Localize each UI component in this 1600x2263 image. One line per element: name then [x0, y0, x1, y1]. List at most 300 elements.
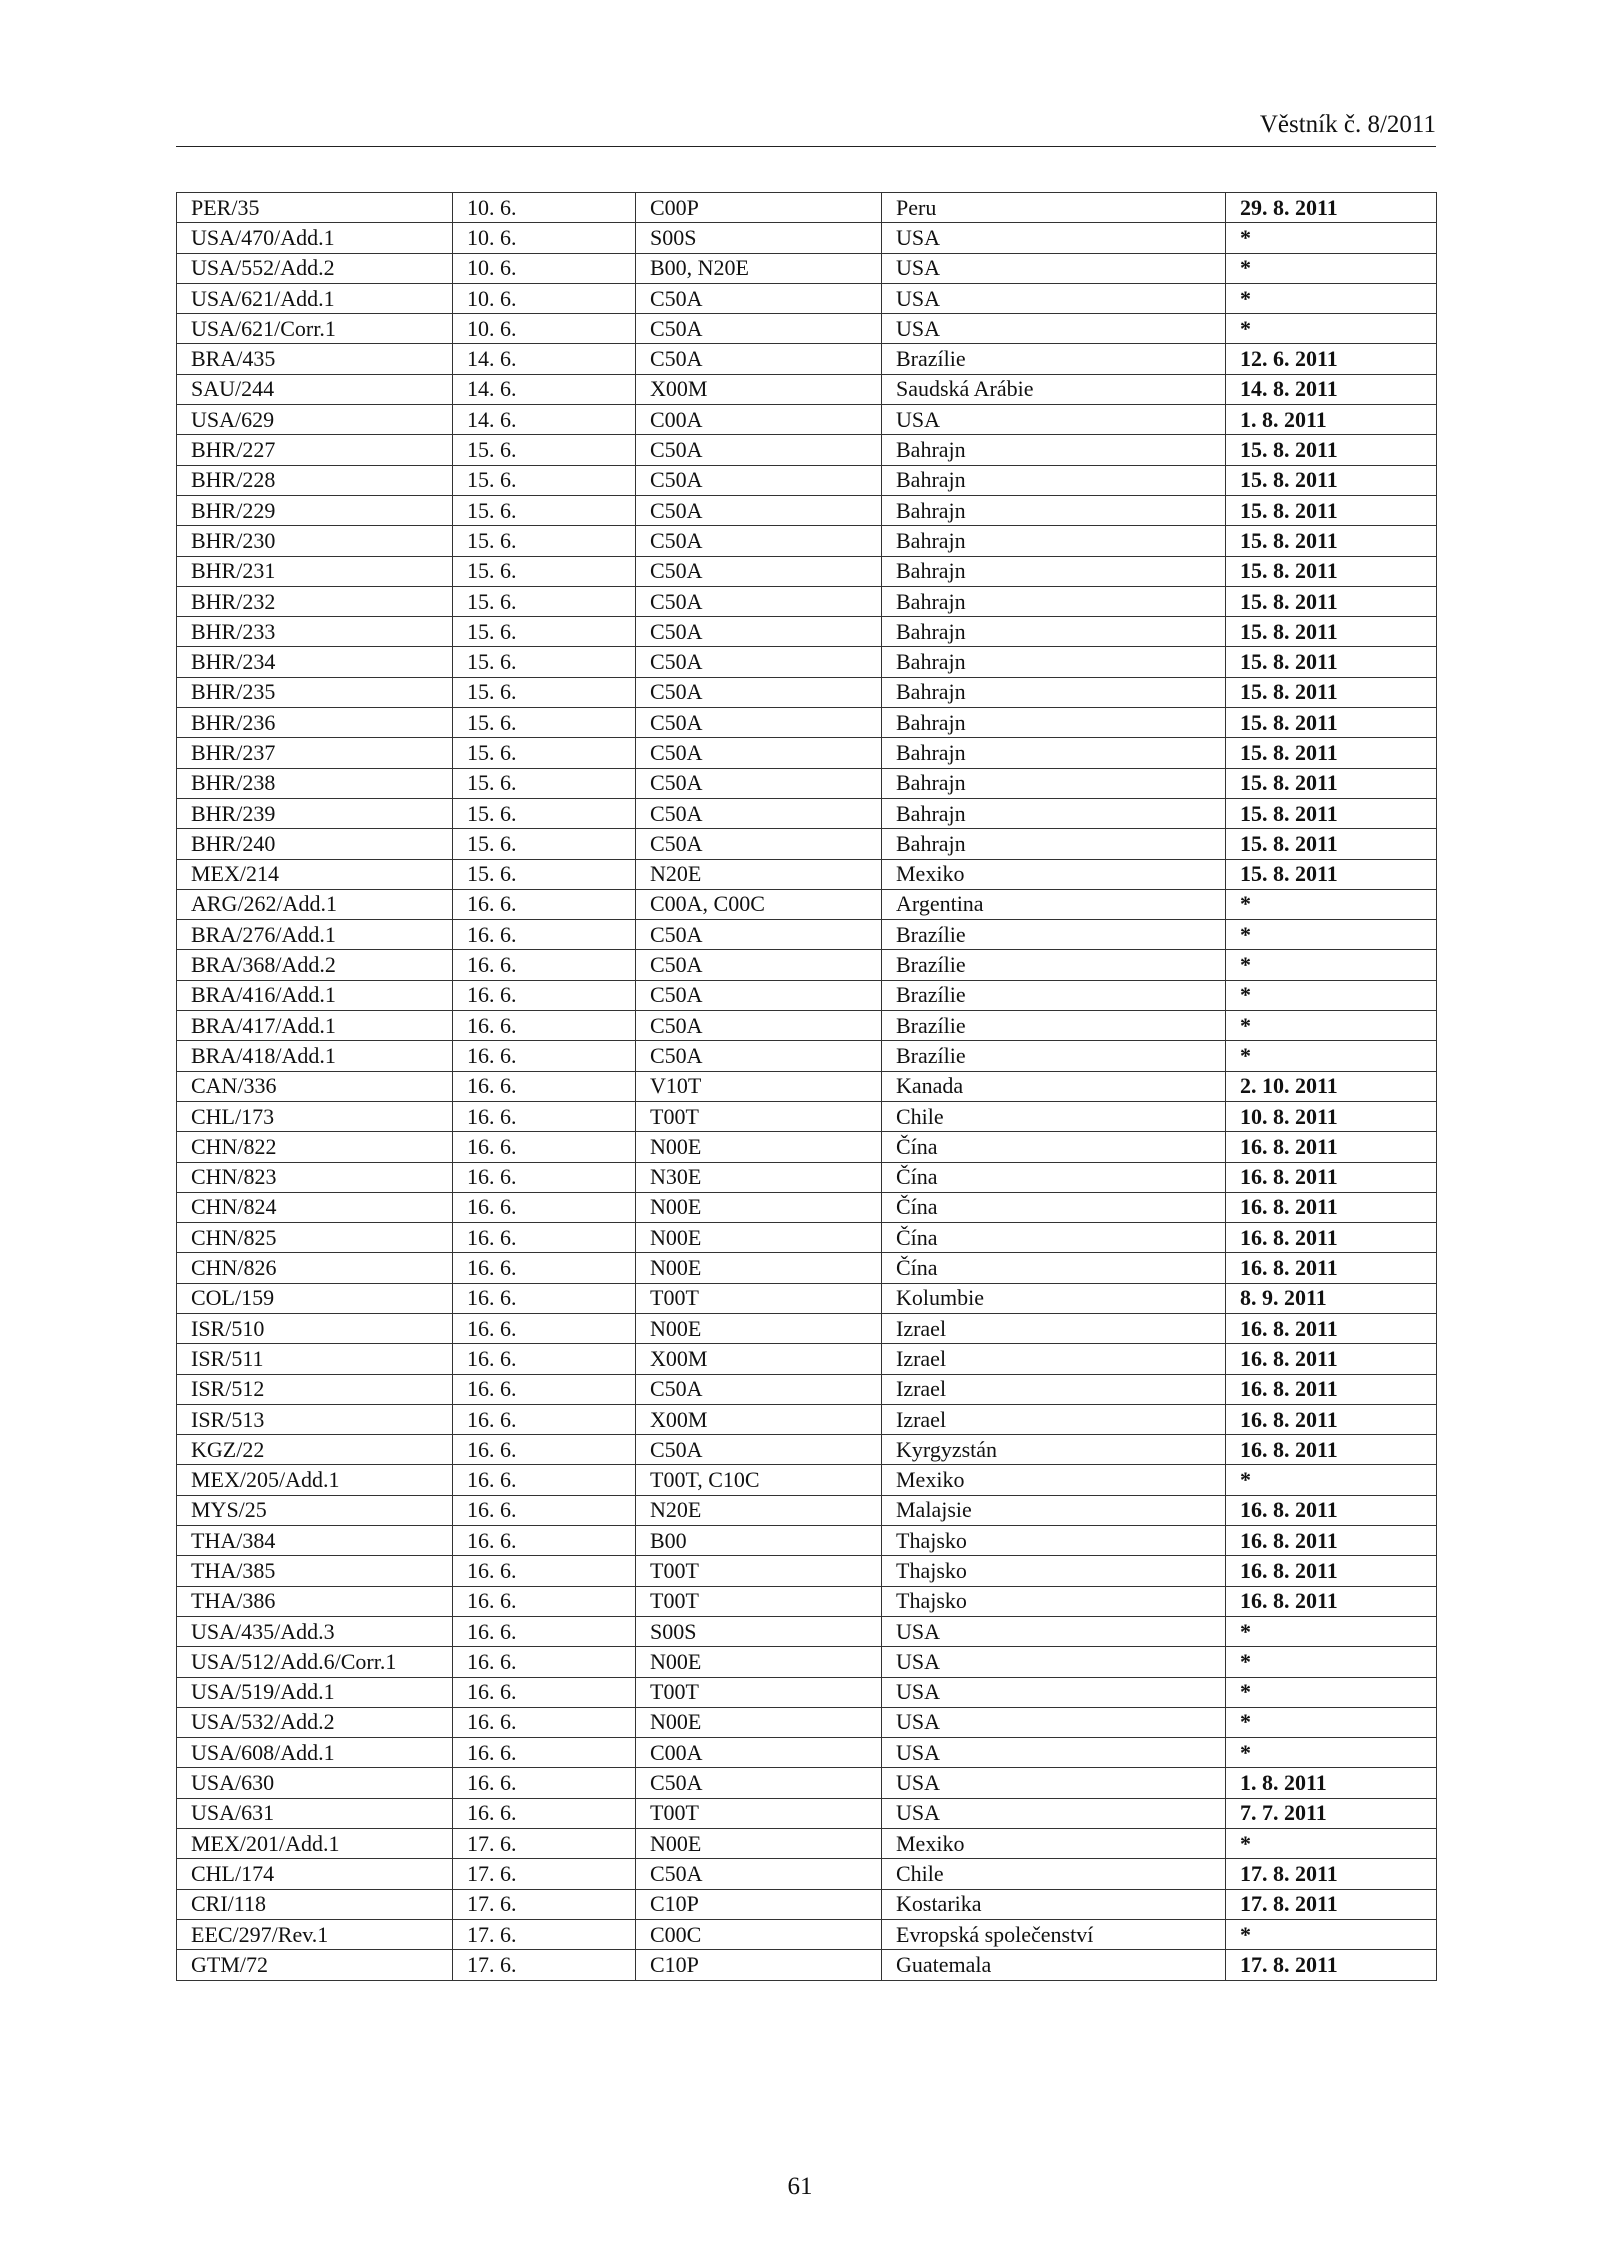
table-row: [177, 1011, 1437, 1041]
country-cell: Guatemala: [882, 1950, 1226, 1980]
deadline-cell: 15. 8. 2011: [1226, 495, 1437, 525]
document-code-cell: BHR/233: [177, 617, 453, 647]
ics-code-cell: C50A: [636, 314, 882, 344]
country-cell: Čína: [882, 1192, 1226, 1222]
notification-date-cell: 16. 6.: [453, 1071, 636, 1101]
document-code-cell: USA/621/Add.1: [177, 283, 453, 313]
ics-code-cell: C50A: [636, 435, 882, 465]
table-row: [177, 374, 1437, 404]
document-code-cell: BRA/276/Add.1: [177, 920, 453, 950]
document-code-cell: BHR/231: [177, 556, 453, 586]
ics-code-cell: N00E: [636, 1223, 882, 1253]
document-code-cell: MEX/214: [177, 859, 453, 889]
deadline-cell: 16. 8. 2011: [1226, 1556, 1437, 1586]
ics-code-cell: C50A: [636, 1768, 882, 1798]
table-row: [177, 1404, 1437, 1434]
country-cell: USA: [882, 1768, 1226, 1798]
table-row: [177, 556, 1437, 586]
country-cell: USA: [882, 283, 1226, 313]
notification-date-cell: 15. 6.: [453, 465, 636, 495]
country-cell: USA: [882, 405, 1226, 435]
country-cell: Mexiko: [882, 1829, 1226, 1859]
notification-date-cell: 16. 6.: [453, 1707, 636, 1737]
ics-code-cell: N20E: [636, 859, 882, 889]
notification-date-cell: 16. 6.: [453, 1495, 636, 1525]
deadline-cell: 2. 10. 2011: [1226, 1071, 1437, 1101]
country-cell: Chile: [882, 1101, 1226, 1131]
deadline-cell: 15. 8. 2011: [1226, 465, 1437, 495]
document-code-cell: THA/385: [177, 1556, 453, 1586]
country-cell: Bahrajn: [882, 435, 1226, 465]
ics-code-cell: C50A: [636, 647, 882, 677]
country-cell: Bahrajn: [882, 495, 1226, 525]
notification-date-cell: 14. 6.: [453, 344, 636, 374]
ics-code-cell: C50A: [636, 950, 882, 980]
deadline-cell: 1. 8. 2011: [1226, 1768, 1437, 1798]
deadline-cell: 16. 8. 2011: [1226, 1526, 1437, 1556]
deadline-cell: 7. 7. 2011: [1226, 1798, 1437, 1828]
table-row: [177, 738, 1437, 768]
ics-code-cell: C00A: [636, 1738, 882, 1768]
ics-code-cell: C00C: [636, 1919, 882, 1949]
ics-code-cell: C50A: [636, 586, 882, 616]
notification-date-cell: 15. 6.: [453, 435, 636, 465]
deadline-cell: 15. 8. 2011: [1226, 647, 1437, 677]
deadline-cell: *: [1226, 1465, 1437, 1495]
ics-code-cell: T00T: [636, 1677, 882, 1707]
document-code-cell: USA/532/Add.2: [177, 1707, 453, 1737]
table-row: [177, 495, 1437, 525]
notification-date-cell: 16. 6.: [453, 1192, 636, 1222]
notification-date-cell: 14. 6.: [453, 405, 636, 435]
notification-date-cell: 10. 6.: [453, 253, 636, 283]
country-cell: USA: [882, 1707, 1226, 1737]
country-cell: Bahrajn: [882, 829, 1226, 859]
page-number: 61: [787, 2173, 813, 2200]
deadline-cell: 10. 8. 2011: [1226, 1101, 1437, 1131]
table-row: [177, 193, 1437, 223]
ics-code-cell: C50A: [636, 738, 882, 768]
notification-date-cell: 16. 6.: [453, 920, 636, 950]
document-code-cell: BHR/235: [177, 677, 453, 707]
table-row: [177, 677, 1437, 707]
document-code-cell: BHR/239: [177, 798, 453, 828]
ics-code-cell: S00S: [636, 223, 882, 253]
notification-date-cell: 16. 6.: [453, 1768, 636, 1798]
country-cell: USA: [882, 1677, 1226, 1707]
ics-code-cell: C50A: [636, 495, 882, 525]
notification-date-cell: 10. 6.: [453, 314, 636, 344]
deadline-cell: 15. 8. 2011: [1226, 708, 1437, 738]
country-cell: USA: [882, 1798, 1226, 1828]
ics-code-cell: C10P: [636, 1889, 882, 1919]
ics-code-cell: N30E: [636, 1162, 882, 1192]
deadline-cell: 17. 8. 2011: [1226, 1859, 1437, 1889]
table-row: [177, 1313, 1437, 1343]
ics-code-cell: C50A: [636, 920, 882, 950]
table-row: [177, 314, 1437, 344]
deadline-cell: 15. 8. 2011: [1226, 859, 1437, 889]
table-row: [177, 465, 1437, 495]
document-code-cell: BHR/232: [177, 586, 453, 616]
country-cell: Bahrajn: [882, 798, 1226, 828]
country-cell: Bahrajn: [882, 556, 1226, 586]
deadline-cell: *: [1226, 1616, 1437, 1646]
deadline-cell: 15. 8. 2011: [1226, 798, 1437, 828]
deadline-cell: 16. 8. 2011: [1226, 1495, 1437, 1525]
table-row: [177, 889, 1437, 919]
notification-date-cell: 16. 6.: [453, 1011, 636, 1041]
country-cell: Thajsko: [882, 1556, 1226, 1586]
table-row: [177, 253, 1437, 283]
country-cell: Bahrajn: [882, 647, 1226, 677]
document-code-cell: EEC/297/Rev.1: [177, 1919, 453, 1949]
document-code-cell: BHR/230: [177, 526, 453, 556]
document-code-cell: CHN/822: [177, 1132, 453, 1162]
table-row: [177, 1041, 1437, 1071]
ics-code-cell: C50A: [636, 708, 882, 738]
document-code-cell: ISR/512: [177, 1374, 453, 1404]
document-code-cell: BRA/418/Add.1: [177, 1041, 453, 1071]
document-code-cell: CHN/825: [177, 1223, 453, 1253]
document-code-cell: PER/35: [177, 193, 453, 223]
document-code-cell: USA/608/Add.1: [177, 1738, 453, 1768]
document-code-cell: ISR/513: [177, 1404, 453, 1434]
table-row: [177, 708, 1437, 738]
table-row: [177, 526, 1437, 556]
deadline-cell: 16. 8. 2011: [1226, 1404, 1437, 1434]
document-code-cell: BHR/228: [177, 465, 453, 495]
ics-code-cell: T00T: [636, 1586, 882, 1616]
document-code-cell: CHN/824: [177, 1192, 453, 1222]
notification-date-cell: 16. 6.: [453, 1586, 636, 1616]
table-row: [177, 1162, 1437, 1192]
table-row: [177, 435, 1437, 465]
notification-date-cell: 16. 6.: [453, 1041, 636, 1071]
table-row: [177, 1677, 1437, 1707]
document-code-cell: USA/470/Add.1: [177, 223, 453, 253]
deadline-cell: 15. 8. 2011: [1226, 526, 1437, 556]
notification-date-cell: 16. 6.: [453, 1404, 636, 1434]
notification-date-cell: 16. 6.: [453, 1162, 636, 1192]
document-code-cell: CHN/823: [177, 1162, 453, 1192]
country-cell: Bahrajn: [882, 526, 1226, 556]
ics-code-cell: C50A: [636, 677, 882, 707]
notification-date-cell: 17. 6.: [453, 1950, 636, 1980]
table-row: [177, 1556, 1437, 1586]
ics-code-cell: N00E: [636, 1647, 882, 1677]
deadline-cell: *: [1226, 1011, 1437, 1041]
document-code-cell: USA/630: [177, 1768, 453, 1798]
table-row: [177, 980, 1437, 1010]
table-row: [177, 1647, 1437, 1677]
ics-code-cell: N00E: [636, 1192, 882, 1222]
country-cell: Čína: [882, 1132, 1226, 1162]
ics-code-cell: N00E: [636, 1707, 882, 1737]
ics-code-cell: C50A: [636, 465, 882, 495]
deadline-cell: 15. 8. 2011: [1226, 829, 1437, 859]
table-row: [177, 405, 1437, 435]
notification-date-cell: 16. 6.: [453, 1798, 636, 1828]
notification-date-cell: 15. 6.: [453, 738, 636, 768]
ics-code-cell: C50A: [636, 829, 882, 859]
country-cell: Bahrajn: [882, 677, 1226, 707]
deadline-cell: *: [1226, 1041, 1437, 1071]
table-row: [177, 1950, 1437, 1980]
ics-code-cell: B00: [636, 1526, 882, 1556]
ics-code-cell: C50A: [636, 1435, 882, 1465]
ics-code-cell: S00S: [636, 1616, 882, 1646]
country-cell: Thajsko: [882, 1586, 1226, 1616]
document-code-cell: USA/512/Add.6/Corr.1: [177, 1647, 453, 1677]
country-cell: Čína: [882, 1162, 1226, 1192]
ics-code-cell: C50A: [636, 1041, 882, 1071]
table-row: [177, 829, 1437, 859]
deadline-cell: *: [1226, 1738, 1437, 1768]
ics-code-cell: N20E: [636, 1495, 882, 1525]
country-cell: Brazílie: [882, 1041, 1226, 1071]
deadline-cell: *: [1226, 314, 1437, 344]
ics-code-cell: V10T: [636, 1071, 882, 1101]
document-code-cell: BRA/417/Add.1: [177, 1011, 453, 1041]
notification-date-cell: 17. 6.: [453, 1919, 636, 1949]
ics-code-cell: N00E: [636, 1829, 882, 1859]
document-code-cell: CHL/173: [177, 1101, 453, 1131]
table-row: [177, 950, 1437, 980]
ics-code-cell: C50A: [636, 283, 882, 313]
table-row: [177, 1859, 1437, 1889]
country-cell: USA: [882, 1738, 1226, 1768]
document-code-cell: BRA/435: [177, 344, 453, 374]
table-row: [177, 1798, 1437, 1828]
ics-code-cell: X00M: [636, 1344, 882, 1374]
deadline-cell: *: [1226, 223, 1437, 253]
ics-code-cell: C50A: [636, 798, 882, 828]
country-cell: USA: [882, 1647, 1226, 1677]
table-row: [177, 1223, 1437, 1253]
country-cell: Bahrajn: [882, 708, 1226, 738]
document-code-cell: KGZ/22: [177, 1435, 453, 1465]
country-cell: Saudská Arábie: [882, 374, 1226, 404]
document-code-cell: CRI/118: [177, 1889, 453, 1919]
country-cell: Kyrgyzstán: [882, 1435, 1226, 1465]
ics-code-cell: T00T: [636, 1101, 882, 1131]
deadline-cell: *: [1226, 889, 1437, 919]
deadline-cell: *: [1226, 1677, 1437, 1707]
table-row: [177, 1344, 1437, 1374]
country-cell: Thajsko: [882, 1526, 1226, 1556]
notification-date-cell: 15. 6.: [453, 556, 636, 586]
notification-date-cell: 16. 6.: [453, 1465, 636, 1495]
notification-date-cell: 15. 6.: [453, 617, 636, 647]
deadline-cell: 12. 6. 2011: [1226, 344, 1437, 374]
deadline-cell: 15. 8. 2011: [1226, 586, 1437, 616]
document-code-cell: SAU/244: [177, 374, 453, 404]
table-row: [177, 859, 1437, 889]
notification-date-cell: 16. 6.: [453, 950, 636, 980]
deadline-cell: 15. 8. 2011: [1226, 556, 1437, 586]
deadline-cell: 16. 8. 2011: [1226, 1162, 1437, 1192]
ics-code-cell: C50A: [636, 526, 882, 556]
country-cell: Bahrajn: [882, 768, 1226, 798]
table-row: [177, 1919, 1437, 1949]
document-code-cell: USA/435/Add.3: [177, 1616, 453, 1646]
table-row: [177, 1768, 1437, 1798]
ics-code-cell: C50A: [636, 1374, 882, 1404]
country-cell: Kanada: [882, 1071, 1226, 1101]
table-row: [177, 920, 1437, 950]
ics-code-cell: B00, N20E: [636, 253, 882, 283]
deadline-cell: 16. 8. 2011: [1226, 1253, 1437, 1283]
ics-code-cell: C50A: [636, 980, 882, 1010]
notification-date-cell: 16. 6.: [453, 1616, 636, 1646]
notification-date-cell: 16. 6.: [453, 1374, 636, 1404]
notification-date-cell: 16. 6.: [453, 1253, 636, 1283]
deadline-cell: *: [1226, 920, 1437, 950]
country-cell: USA: [882, 1616, 1226, 1646]
notification-date-cell: 16. 6.: [453, 1738, 636, 1768]
table-row: [177, 1889, 1437, 1919]
country-cell: USA: [882, 223, 1226, 253]
table-row: [177, 1738, 1437, 1768]
ics-code-cell: C50A: [636, 1859, 882, 1889]
deadline-cell: *: [1226, 980, 1437, 1010]
table-row: [177, 1616, 1437, 1646]
deadline-cell: 17. 8. 2011: [1226, 1889, 1437, 1919]
deadline-cell: 16. 8. 2011: [1226, 1192, 1437, 1222]
deadline-cell: *: [1226, 1707, 1437, 1737]
table-row: [177, 647, 1437, 677]
country-cell: Bahrajn: [882, 738, 1226, 768]
document-code-cell: USA/621/Corr.1: [177, 314, 453, 344]
journal-title: Věstník č. 8/2011: [1259, 111, 1436, 138]
deadline-cell: 29. 8. 2011: [1226, 193, 1437, 223]
table-row: [177, 1132, 1437, 1162]
document-code-cell: MYS/25: [177, 1495, 453, 1525]
document-code-cell: ARG/262/Add.1: [177, 889, 453, 919]
country-cell: Brazílie: [882, 1011, 1226, 1041]
deadline-cell: *: [1226, 1919, 1437, 1949]
notification-date-cell: 16. 6.: [453, 1647, 636, 1677]
notification-date-cell: 16. 6.: [453, 1101, 636, 1131]
table-row: [177, 1374, 1437, 1404]
ics-code-cell: C50A: [636, 768, 882, 798]
notification-date-cell: 17. 6.: [453, 1889, 636, 1919]
table-row: [177, 1526, 1437, 1556]
country-cell: Izrael: [882, 1313, 1226, 1343]
ics-code-cell: C50A: [636, 344, 882, 374]
notification-date-cell: 15. 6.: [453, 647, 636, 677]
document-code-cell: BHR/227: [177, 435, 453, 465]
table-row: [177, 617, 1437, 647]
ics-code-cell: C00A, C00C: [636, 889, 882, 919]
notification-date-cell: 15. 6.: [453, 586, 636, 616]
document-code-cell: BRA/416/Add.1: [177, 980, 453, 1010]
table-row: [177, 283, 1437, 313]
country-cell: Mexiko: [882, 1465, 1226, 1495]
notifications-table: [176, 192, 1437, 1981]
notification-date-cell: 10. 6.: [453, 283, 636, 313]
table-row: [177, 1101, 1437, 1131]
notification-date-cell: 16. 6.: [453, 1223, 636, 1253]
document-code-cell: THA/386: [177, 1586, 453, 1616]
country-cell: Chile: [882, 1859, 1226, 1889]
deadline-cell: *: [1226, 283, 1437, 313]
ics-code-cell: C00P: [636, 193, 882, 223]
deadline-cell: *: [1226, 1647, 1437, 1677]
table-row: [177, 344, 1437, 374]
notification-date-cell: 16. 6.: [453, 1435, 636, 1465]
page-header: [176, 110, 1436, 147]
notification-date-cell: 16. 6.: [453, 980, 636, 1010]
notification-date-cell: 15. 6.: [453, 708, 636, 738]
notification-date-cell: 15. 6.: [453, 677, 636, 707]
document-code-cell: CAN/336: [177, 1071, 453, 1101]
notification-date-cell: 15. 6.: [453, 526, 636, 556]
ics-code-cell: C50A: [636, 556, 882, 586]
deadline-cell: 17. 8. 2011: [1226, 1950, 1437, 1980]
deadline-cell: 15. 8. 2011: [1226, 768, 1437, 798]
ics-code-cell: C50A: [636, 1011, 882, 1041]
document-code-cell: BHR/238: [177, 768, 453, 798]
document-code-cell: ISR/510: [177, 1313, 453, 1343]
ics-code-cell: T00T: [636, 1798, 882, 1828]
country-cell: Peru: [882, 193, 1226, 223]
notification-date-cell: 16. 6.: [453, 1344, 636, 1374]
table-body: [177, 193, 1437, 1981]
table-row: [177, 1435, 1437, 1465]
document-code-cell: BHR/236: [177, 708, 453, 738]
ics-code-cell: C10P: [636, 1950, 882, 1980]
document-code-cell: MEX/201/Add.1: [177, 1829, 453, 1859]
deadline-cell: 16. 8. 2011: [1226, 1344, 1437, 1374]
table-row: [177, 1283, 1437, 1313]
deadline-cell: 16. 8. 2011: [1226, 1586, 1437, 1616]
ics-code-cell: X00M: [636, 374, 882, 404]
table-row: [177, 1495, 1437, 1525]
deadline-cell: 8. 9. 2011: [1226, 1283, 1437, 1313]
table-row: [177, 1071, 1437, 1101]
deadline-cell: 16. 8. 2011: [1226, 1132, 1437, 1162]
document-code-cell: COL/159: [177, 1283, 453, 1313]
notification-date-cell: 16. 6.: [453, 1556, 636, 1586]
notification-date-cell: 10. 6.: [453, 193, 636, 223]
notification-date-cell: 17. 6.: [453, 1859, 636, 1889]
notification-date-cell: 16. 6.: [453, 1132, 636, 1162]
deadline-cell: 15. 8. 2011: [1226, 677, 1437, 707]
document-code-cell: ISR/511: [177, 1344, 453, 1374]
country-cell: Argentina: [882, 889, 1226, 919]
document-code-cell: BHR/234: [177, 647, 453, 677]
country-cell: Mexiko: [882, 859, 1226, 889]
notification-date-cell: 14. 6.: [453, 374, 636, 404]
notification-date-cell: 16. 6.: [453, 1313, 636, 1343]
notification-date-cell: 16. 6.: [453, 1526, 636, 1556]
document-code-cell: BHR/237: [177, 738, 453, 768]
document-code-cell: MEX/205/Add.1: [177, 1465, 453, 1495]
notification-date-cell: 10. 6.: [453, 223, 636, 253]
notification-date-cell: 16. 6.: [453, 1283, 636, 1313]
ics-code-cell: N00E: [636, 1253, 882, 1283]
notification-date-cell: 15. 6.: [453, 859, 636, 889]
country-cell: Bahrajn: [882, 617, 1226, 647]
deadline-cell: 15. 8. 2011: [1226, 435, 1437, 465]
ics-code-cell: T00T: [636, 1283, 882, 1313]
ics-code-cell: N00E: [636, 1313, 882, 1343]
deadline-cell: *: [1226, 950, 1437, 980]
country-cell: Čína: [882, 1253, 1226, 1283]
country-cell: Kolumbie: [882, 1283, 1226, 1313]
